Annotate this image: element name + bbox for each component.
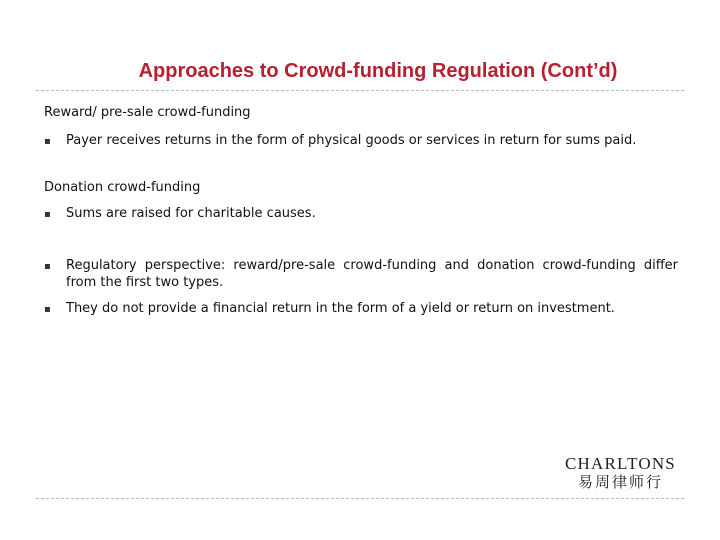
bullet-text: Sums are raised for charitable causes. <box>66 206 316 221</box>
square-bullet-icon: ▪ <box>44 261 51 272</box>
logo-chinese-name: 易周律师行 <box>577 473 663 491</box>
charltons-logo <box>558 455 683 490</box>
title-divider <box>36 90 684 91</box>
reward-section-heading: Reward/ pre-sale crowd-funding <box>44 105 251 120</box>
square-bullet-icon: ▪ <box>44 304 51 315</box>
footer-divider <box>36 498 684 499</box>
list-item <box>44 132 678 149</box>
list-item <box>44 205 678 222</box>
bullet-text: Payer receives returns in the form of physical goods or services in return for sums paid. <box>66 133 637 148</box>
donation-section-heading: Donation crowd-funding <box>44 180 201 195</box>
slide-title: Approaches to Crowd-funding Regulation (Cont’d) <box>138 60 618 82</box>
bullet-text: They do not provide a financial return in the form of a yield or return on investment. <box>66 301 615 316</box>
bullet-text: Regulatory perspective: reward/pre-sale crowd-funding and donation crowd-funding differ from the first two types. <box>66 258 678 290</box>
list-item <box>44 257 678 291</box>
list-item <box>44 300 678 317</box>
square-bullet-icon: ▪ <box>44 209 51 220</box>
logo-name: CHARLTONS <box>565 454 676 473</box>
square-bullet-icon: ▪ <box>44 136 51 147</box>
